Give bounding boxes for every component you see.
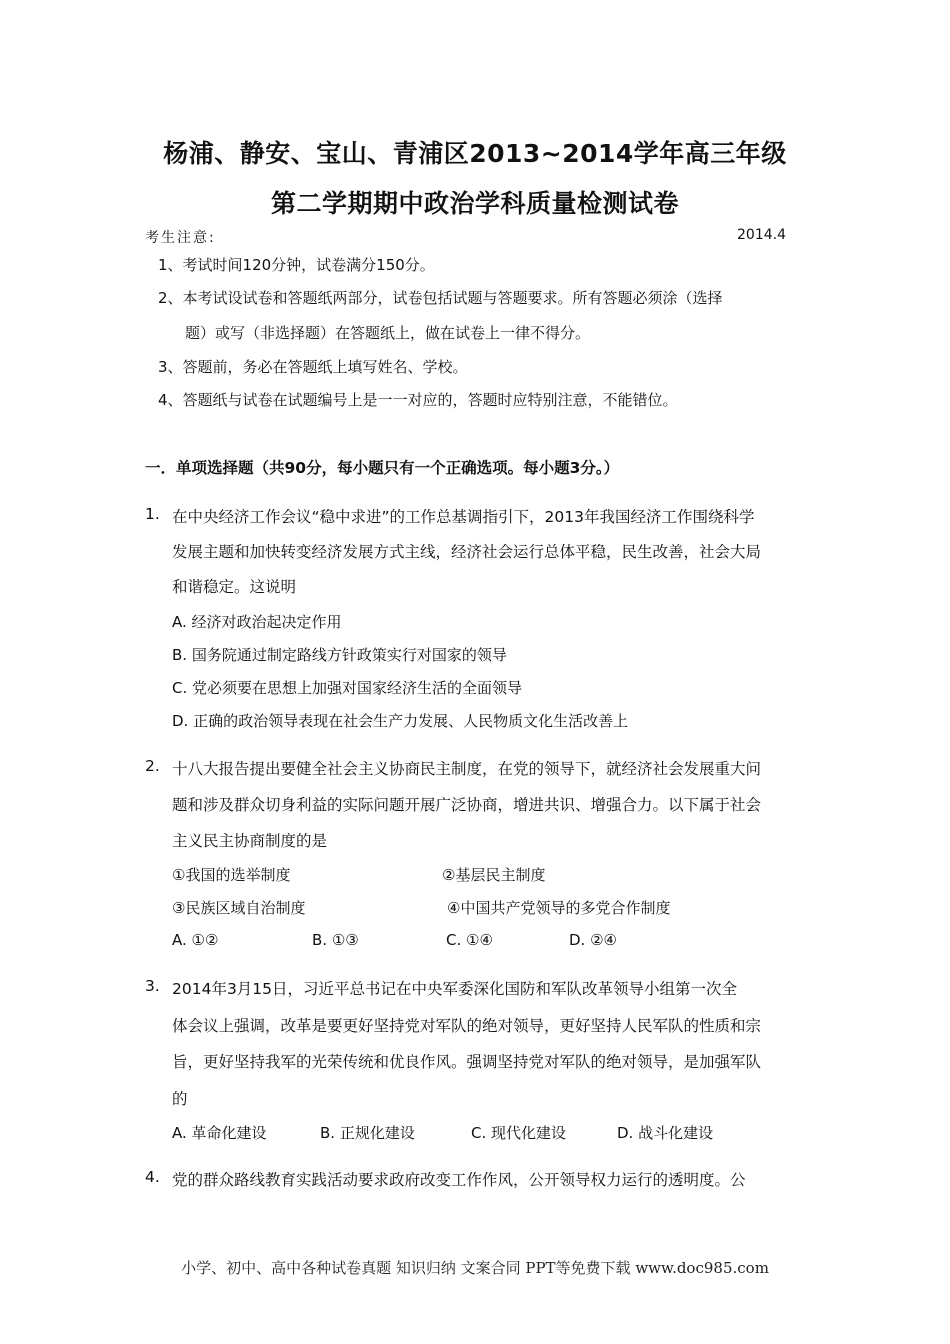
question-2-item-4: ④中国共产党领导的多党合作制度	[447, 899, 671, 917]
question-4-number: 4.	[145, 1168, 160, 1186]
question-1-number: 1.	[145, 505, 160, 523]
question-2-line-3: 主义民主协商制度的是	[172, 832, 328, 850]
rule-2-continued: 题）或写（非选择题）在答题纸上，做在试卷上一律不得分。	[185, 324, 591, 342]
question-3-line-2: 体会议上强调，改革是要更好坚持党对军队的绝对领导，更好坚持人民军队的性质和宗	[172, 1017, 762, 1035]
question-2-number: 2.	[145, 757, 160, 775]
question-3-option-a: A. 革命化建设	[172, 1124, 267, 1142]
question-2-option-d: D. ②④	[569, 931, 617, 949]
notice-label: 考生注意:	[145, 230, 216, 246]
rule-2: 2、本考试设试卷和答题纸两部分，试卷包括试题与答题要求。所有答题必须涂（选择	[158, 289, 723, 307]
question-2-line-2: 题和涉及群众切身利益的实际问题开展广泛协商，增进共识、增强合力。以下属于社会	[172, 796, 762, 814]
question-4-line-1: 党的群众路线教育实践活动要求政府改变工作作风，公开领导权力运行的透明度。公	[172, 1171, 746, 1189]
question-3-option-b: B. 正规化建设	[320, 1124, 415, 1142]
question-2-item-2: ②基层民主制度	[442, 866, 546, 884]
question-3-option-c: C. 现代化建设	[471, 1124, 567, 1142]
page-footer: 小学、初中、高中各种试卷真题 知识归纳 文案合同 PPT等免费下载 www.doc985.com	[181, 1259, 769, 1277]
rule-4: 4、答题纸与试卷在试题编号上是一一对应的，答题时应特别注意，不能错位。	[158, 391, 678, 409]
question-3-line-1: 2014年3月15日，习近平总书记在中央军委深化国防和军队改革领导小组第一次全	[172, 980, 738, 998]
question-3-line-3: 旨，更好坚持我军的光荣传统和优良作风。强调坚持党对军队的绝对领导，是加强军队	[172, 1053, 762, 1071]
exam-date: 2014.4	[737, 227, 786, 243]
question-1-option-d: D. 正确的政治领导表现在社会生产力发展、人民物质文化生活改善上	[172, 712, 629, 730]
question-3-line-4: 的	[172, 1090, 188, 1108]
question-3-option-d: D. 战斗化建设	[617, 1124, 714, 1142]
question-1-option-a: A. 经济对政治起决定作用	[172, 613, 342, 631]
question-1-line-1: 在中央经济工作会议“稳中求进”的工作总基调指引下，2013年我国经济工作围绕科学	[172, 508, 755, 526]
question-1-option-c: C. 党必须要在思想上加强对国家经济生活的全面领导	[172, 679, 523, 697]
question-2-option-a: A. ①②	[172, 931, 219, 949]
question-3-number: 3.	[145, 977, 160, 995]
question-1-line-2: 发展主题和加快转变经济发展方式主线，经济社会运行总体平稳，民生改善，社会大局	[172, 543, 762, 561]
rule-3: 3、答题前，务必在答题纸上填写姓名、学校。	[158, 358, 468, 376]
question-1-line-3: 和谐稳定。这说明	[172, 578, 297, 596]
question-2-option-c: C. ①④	[446, 931, 493, 949]
exam-title-line2: 第二学期期中政治学科质量检测试卷	[270, 189, 679, 218]
rule-1: 1、考试时间120分钟，试卷满分150分。	[158, 256, 435, 274]
question-2-item-1: ①我国的选举制度	[172, 866, 291, 884]
section-title: 一．单项选择题（共90分，每小题只有一个正确选项。每小题3分。）	[145, 459, 620, 477]
exam-title-line1: 杨浦、静安、宝山、青浦区2013~2014学年高三年级	[163, 139, 787, 168]
question-2-option-b: B. ①③	[312, 931, 359, 949]
question-2-item-3: ③民族区域自治制度	[172, 899, 306, 917]
question-1-option-b: B. 国务院通过制定路线方针政策实行对国家的领导	[172, 646, 507, 664]
question-2-line-1: 十八大报告提出要健全社会主义协商民主制度，在党的领导下，就经济社会发展重大问	[172, 760, 762, 778]
